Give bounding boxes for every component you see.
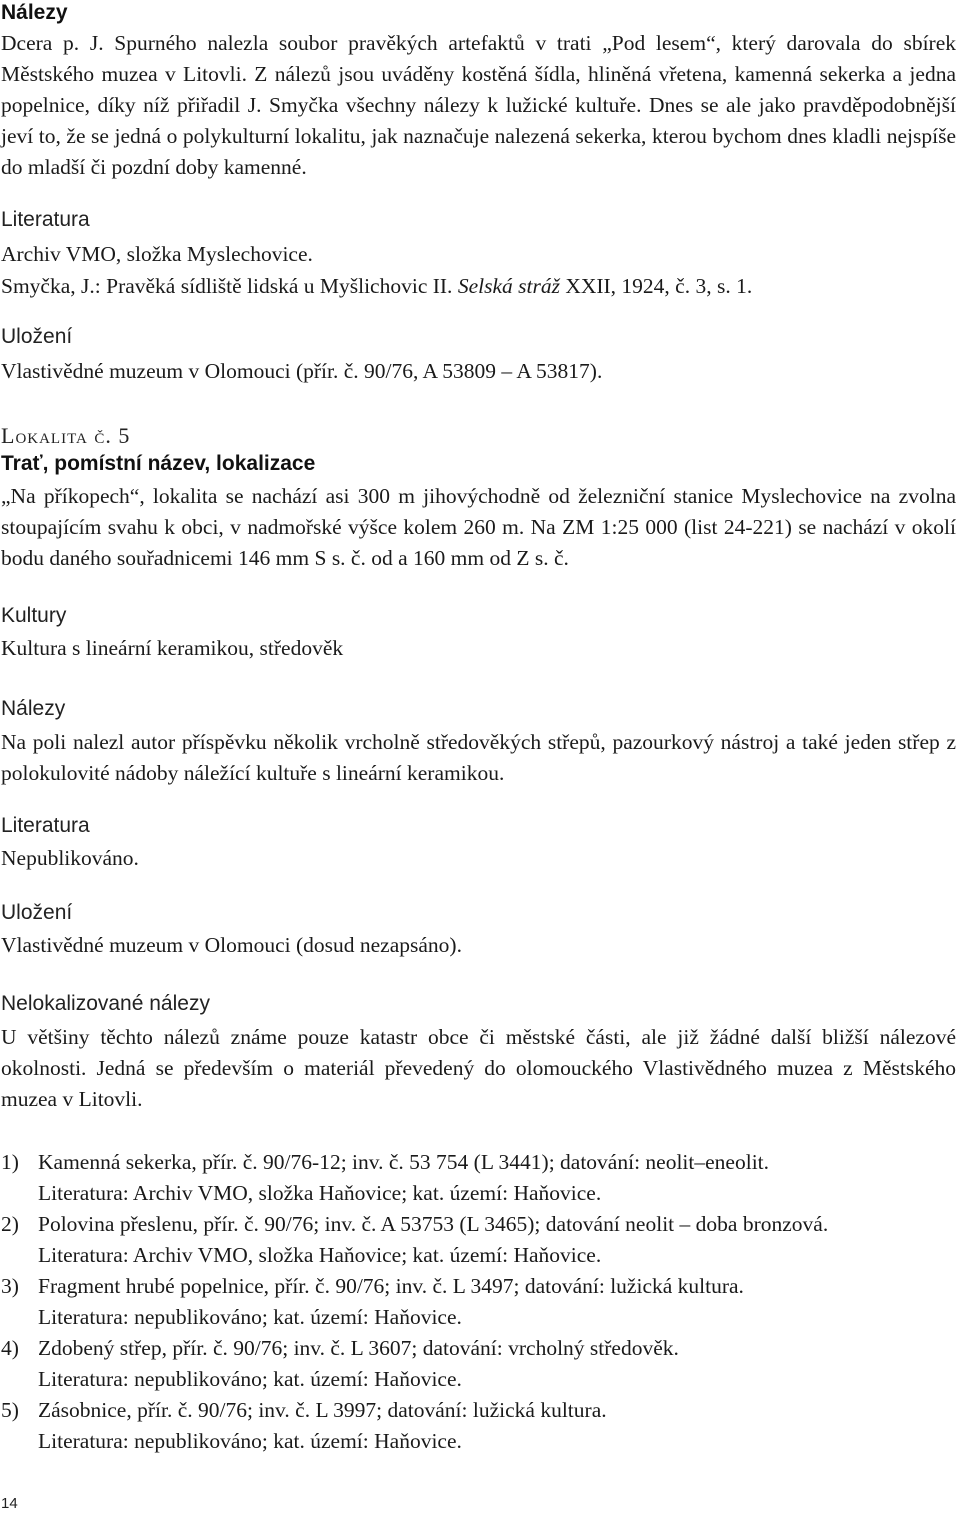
list-item-literature: Literatura: Archiv VMO, složka Haňovice; kat. území: Haňovice. [38, 1243, 602, 1267]
lokalita-literatura-heading: Literatura [1, 814, 90, 837]
list-item-number: 1) [1, 1150, 19, 1174]
trat-heading: Trať, pomístní název, lokalizace [1, 452, 316, 475]
lokalita-title: Lokalita č. 5 [1, 423, 131, 448]
kultury-text: Kultura s lineární keramikou, středověk [1, 636, 344, 660]
citation-volume: XXII, 1924, č. 3, s. 1. [559, 274, 753, 298]
list-item-text: Kamenná sekerka, přír. č. 90/76-12; inv. č. 53 754 (L 3441); datování: neolit–eneolit. [38, 1150, 770, 1174]
kultury-heading: Kultury [1, 604, 67, 627]
list-item-literature: Literatura: Archiv VMO, složka Haňovice; kat. území: Haňovice. [38, 1181, 602, 1205]
list-item-number: 3) [1, 1274, 19, 1298]
literatura-entry-2 [1, 271, 752, 302]
list-item-literature: Literatura: nepublikováno; kat. území: Haňovice. [38, 1429, 462, 1453]
trat-paragraph: „Na příkopech“, lokalita se nachází asi 300 m jihovýchodně od železniční stanice Myslechovice na zvolna stoupajícím svahu k obci, v nadmořské výšce kolem 260 m. Na ZM 1:25 000 (list 24-221) se nachází v okolí bodu daného souřadnicemi 146 mm S s. č. od a 160 mm od Z s. č. [1, 484, 956, 570]
nalezy-paragraph: Dcera p. J. Spurného nalezla soubor pravěkých artefaktů v trati „Pod lesem“, který darovala do sbírek Městského muzea v Litovli. Z nálezů jsou uváděny kostěná šídla, hliněná vřetena, kamenná sekerka a jedna popelnice, díky níž přiřadil J. Smyčka všechny nálezy k lužické kultuře. Dnes se ale jako pravděpodobnější jeví to, že se jedná o polykulturní lokalitu, jak naznačuje nalezená sekerka, kterou bychom dnes kladli nejspíše do mladší či pozdní doby kamenné. [1, 31, 956, 179]
nalezy-heading: Nálezy [1, 1, 68, 24]
lokalita-ulozeni-heading: Uložení [1, 901, 73, 924]
literatura-entry-1: Archiv VMO, složka Myslechovice. [1, 242, 313, 266]
list-item-text: Zásobnice, přír. č. 90/76; inv. č. L 3997; datování: lužická kultura. [38, 1398, 607, 1422]
list-item-number: 2) [1, 1212, 19, 1236]
citation-author-title: Smyčka, J.: Pravěká sídliště lidská u Myšlichovic II. [1, 274, 458, 298]
list-item-literature: Literatura: nepublikováno; kat. území: Haňovice. [38, 1305, 462, 1329]
ulozeni-text: Vlastivědné muzeum v Olomouci (přír. č. 90/76, A 53809 – A 53817). [1, 359, 603, 383]
literatura-heading: Literatura [1, 208, 90, 231]
list-item-text: Polovina přeslenu, přír. č. 90/76; inv. č. A 53753 (L 3465); datování neolit – doba bronzová. [38, 1212, 829, 1236]
lokalita-nalezy-paragraph: Na poli nalezl autor příspěvku několik vrcholně středověkých střepů, pazourkový nástroj a také jeden střep z polokulovité nádoby náležící kultuře s lineární keramikou. [1, 730, 956, 785]
lokalita-literatura-text: Nepublikováno. [1, 846, 139, 870]
list-item-number: 5) [1, 1398, 19, 1422]
citation-journal: Selská stráž [457, 274, 560, 298]
page-number: 14 [1, 1495, 18, 1512]
list-item-literature: Literatura: nepublikováno; kat. území: Haňovice. [38, 1367, 462, 1391]
list-item-number: 4) [1, 1336, 19, 1360]
lokalita-nalezy-heading: Nálezy [1, 697, 66, 720]
list-item-text: Zdobený střep, přír. č. 90/76; inv. č. L 3607; datování: vrcholný středověk. [38, 1336, 679, 1360]
list-item-text: Fragment hrubé popelnice, přír. č. 90/76; inv. č. L 3497; datování: lužická kultura. [38, 1274, 744, 1298]
nelokalizovane-heading: Nelokalizované nálezy [1, 992, 210, 1015]
nelokalizovane-paragraph: U většiny těchto nálezů známe pouze katastr obce či městské části, ale již žádné další bližší nálezové okolnosti. Jedná se především o materiál převedený do olomouckého Vlastivědného muzea z Městského muzea v Litovli. [1, 1025, 956, 1111]
lokalita-ulozeni-text: Vlastivědné muzeum v Olomouci (dosud nezapsáno). [1, 933, 462, 957]
ulozeni-heading: Uložení [1, 325, 73, 348]
